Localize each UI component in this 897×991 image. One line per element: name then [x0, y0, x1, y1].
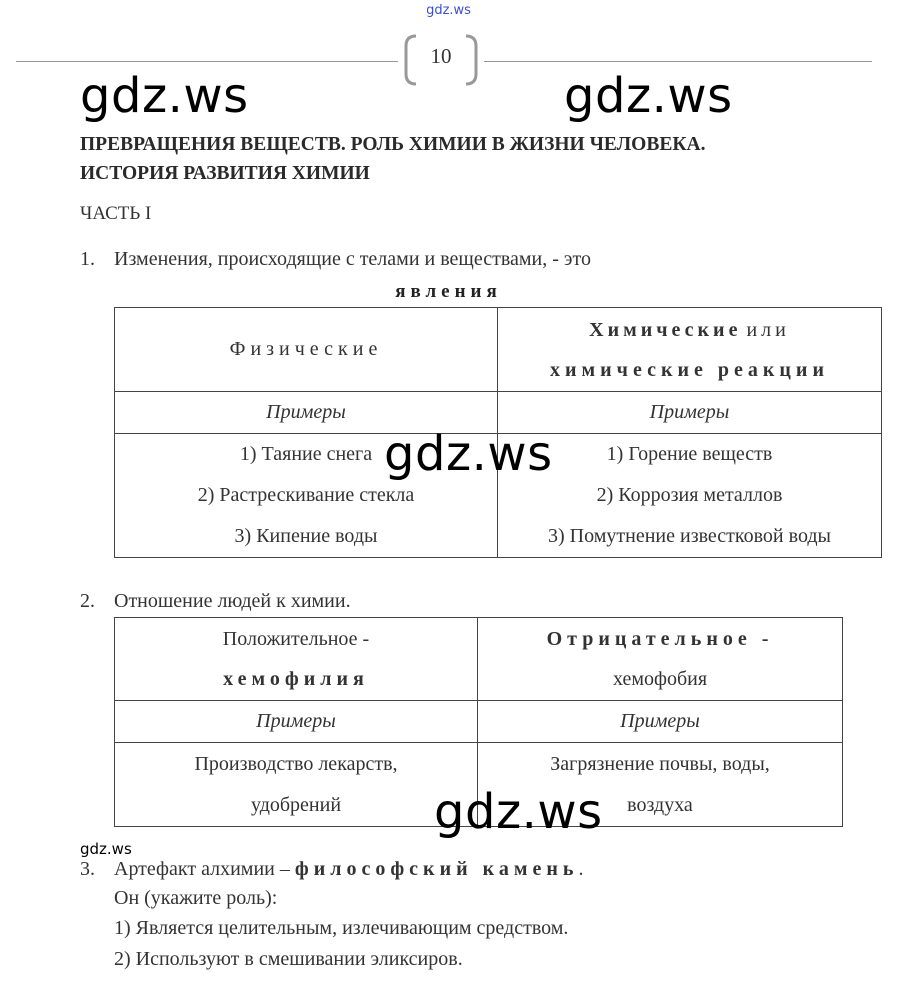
question-3-text: Артефакт алхимии – философский камень. [114, 858, 584, 880]
col-header-chemical: Химические или химические реакции [498, 308, 882, 392]
question-1-number: 1. [80, 248, 95, 270]
examples-label-right: Примеры [478, 701, 843, 743]
header-rule-left [16, 61, 398, 62]
list-item: 1) Является целительным, излечивающим средством. [114, 917, 569, 939]
list-item: 2) Коррозия металлов [596, 484, 783, 506]
question-2-number: 2. [80, 590, 95, 612]
list-item: 1) Таяние снега [239, 443, 373, 465]
watermark-small: gdz.ws [80, 840, 132, 858]
question-2-text: Отношение людей к химии. [114, 590, 351, 612]
examples-label-left: Примеры [115, 392, 498, 434]
header-rule-right [484, 61, 872, 62]
col-header-positive: Положительное - хемофилия [115, 618, 478, 701]
watermark-top: gdz.ws [426, 3, 471, 18]
positive-examples: Производство лекарств, удобрений [115, 743, 478, 827]
col-header-physical: Физические [115, 308, 498, 392]
title-line-1: ПРЕВРАЩЕНИЯ ВЕЩЕСТВ. РОЛЬ ХИМИИ В ЖИЗНИ ЧЕЛОВЕКА. [80, 134, 706, 155]
list-item: 3) Помутнение известковой воды [548, 525, 831, 547]
examples-label-left: Примеры [115, 701, 478, 743]
watermark-3: gdz.ws [384, 426, 553, 482]
question-3-number: 3. [80, 858, 95, 880]
negative-examples: Загрязнение почвы, воды, воздуха [478, 743, 843, 827]
examples-label-right: Примеры [498, 392, 882, 434]
list-item: 2) Используют в смешивании эликсиров. [114, 948, 463, 970]
list-item: 1) Горение веществ [606, 443, 773, 465]
watermark-1: gdz.ws [80, 68, 249, 124]
chemical-examples [498, 434, 882, 558]
title-line-2: ИСТОРИЯ РАЗВИТИЯ ХИМИИ [80, 163, 370, 184]
list-item: 2) Растрескивание стекла [197, 484, 415, 506]
watermark-2: gdz.ws [564, 68, 733, 124]
question-2 [80, 590, 880, 616]
page-number: 10 [430, 44, 452, 68]
question-3 [80, 858, 880, 884]
question-1-answer: явления [395, 281, 502, 302]
page-title [80, 130, 885, 188]
watermark-4: gdz.ws [434, 784, 603, 840]
question-1-text: Изменения, происходящие с телами и веществами, - это [114, 248, 591, 270]
question-1 [80, 248, 880, 274]
col-header-negative: Отрицательное - хемофобия [478, 618, 843, 701]
list-item: 3) Кипение воды [234, 525, 378, 547]
question-3-answer: философский камень [294, 858, 579, 880]
question-3-subtext: Он (укажите роль): [114, 887, 278, 909]
part-label: ЧАСТЬ I [80, 203, 152, 224]
